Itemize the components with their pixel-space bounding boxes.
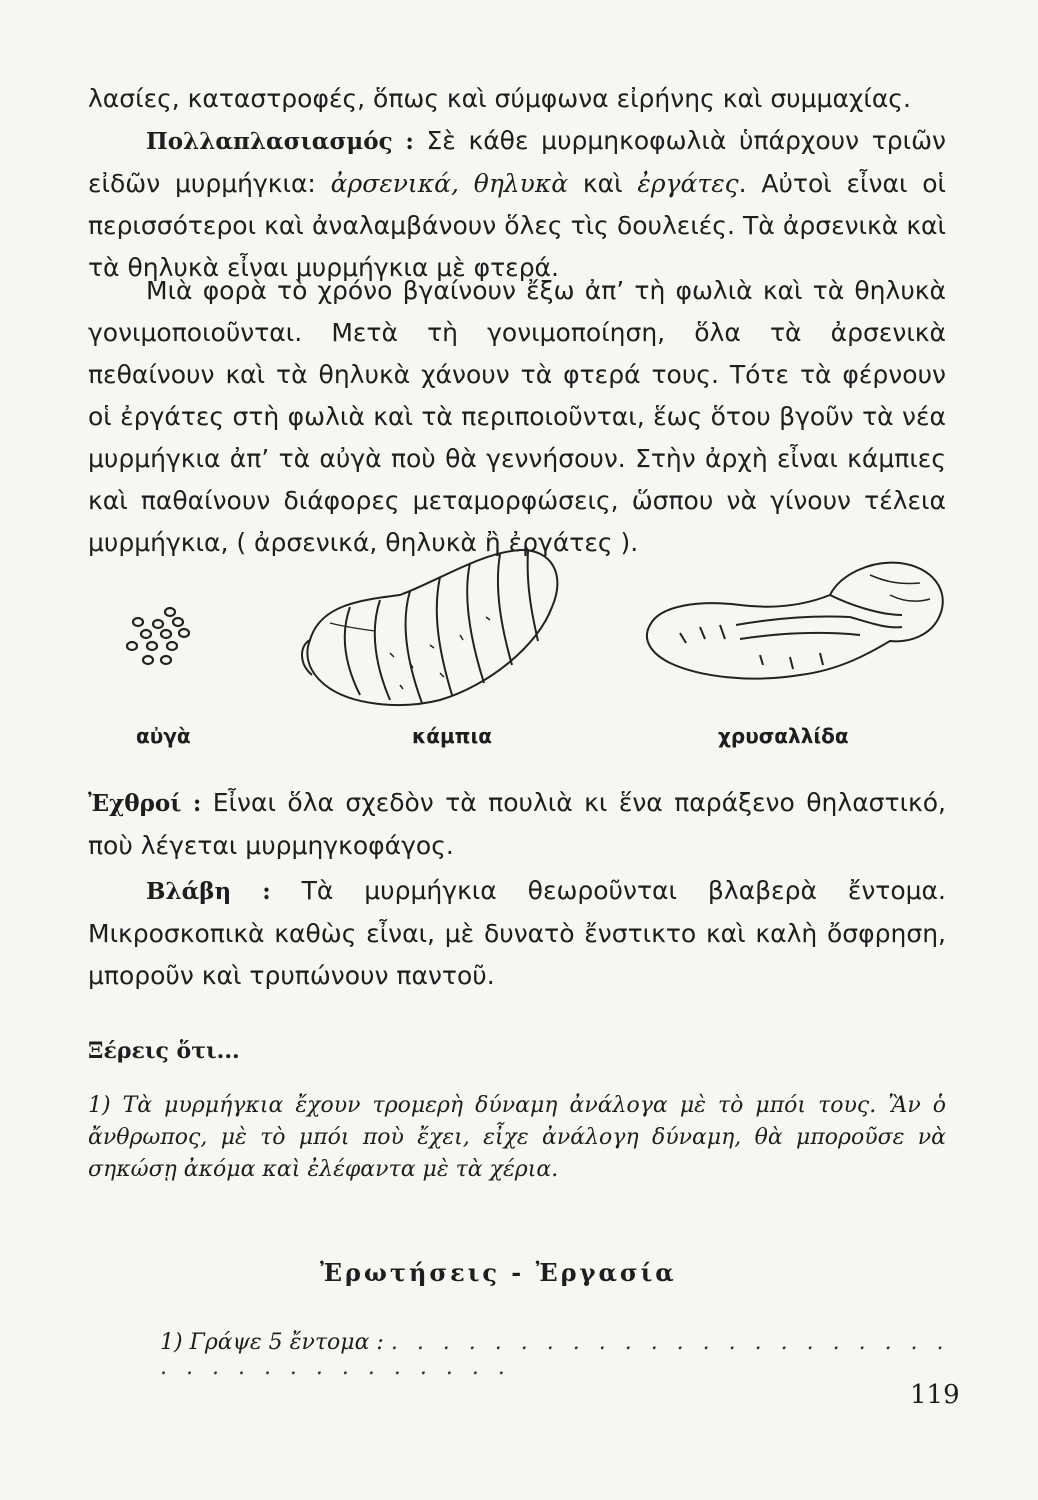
did-you-know-title: Ξέρεις ὅτι...: [88, 1038, 240, 1064]
enemies-label: Ἐχθροί :: [88, 790, 202, 817]
reproduction-italic-sexes: ἀρσενικά, θηλυκὰ: [330, 169, 569, 198]
eggs-illustration: [118, 600, 208, 680]
reproduction-italic-workers: ἐργάτες: [637, 169, 739, 198]
paragraph-enemies: [88, 782, 946, 867]
paragraph-intro-end: λασίες, καταστροφές, ὅπως καὶ σύμφωνα εἰρήνης καὶ συμμαχίας.: [88, 84, 911, 113]
questions-title: Ἐρωτήσεις - Ἐργασία: [320, 1258, 677, 1287]
chrysalis-caption: χρυσαλλίδα: [718, 724, 849, 748]
did-you-know-text: 1) Τὰ μυρμήγκια ἔχουν τρομερὴ δύναμη ἀνάλογα μὲ τὸ μπόι τους. Ἂν ὁ ἄνθρωπος, μὲ τὸ μπόι ποὺ ἔχει, εἶχε ἀνάλογη δύναμη, θὰ μποροῦσε νὰ σηκώσῃ ἀκόμα καὶ ἐλέφαντα μὲ τὰ χέρια.: [88, 1093, 946, 1182]
question-1: [160, 1330, 950, 1380]
question-1-text: 1) Γράψε 5 ἔντομα :: [160, 1330, 384, 1355]
reproduction-text-c: . Αὐτοὶ εἶναι οἱ περισσότεροι καὶ ἀναλαμβάνουν ὅλες τὶς δουλειές. Τὰ ἀρσενικὰ καὶ τὰ θηλυκὰ εἶναι μυρμήγκια μὲ φτερά.: [88, 169, 946, 282]
reproduction-text-b: καὶ: [568, 169, 638, 198]
reproduction-text-a: Σὲ κάθε μυρμηκοφωλιὰ ὑπάρχουν τριῶν εἰδῶν μυρμήγκια:: [88, 126, 946, 198]
eggs-caption: αὐγὰ: [136, 724, 191, 748]
paragraph-harm: [88, 870, 946, 997]
larva-illustration: [290, 545, 570, 715]
harm-label: Βλάβη :: [146, 878, 271, 905]
enemies-text: Εἶναι ὅλα σχεδὸν τὰ πουλιὰ κι ἕνα παράξενο θηλαστικό, ποὺ λέγεται μυρμηγκοφάγος.: [88, 788, 947, 860]
harm-text: Τὰ μυρμήγκια θεωροῦνται βλαβερὰ ἔντομα. Μικροσκοπικὰ καθὼς εἶναι, μὲ δυνατὸ ἔνστικτο καὶ καλὴ ὄσφρηση, μποροῦν καὶ τρυπώνουν παντοῦ.: [88, 876, 946, 990]
answer-dotted-line: . . . . . . . . . . . . . . . . . . . . . . . . . . . . . . . . . . . .: [160, 1330, 950, 1380]
reproduction-label: Πολλαπλασιασμός :: [146, 128, 414, 155]
chrysalis-illustration: [640, 555, 960, 695]
page-number: 119: [910, 1380, 960, 1410]
larva-caption: κάμπια: [412, 724, 493, 748]
paragraph-mating: Μιὰ φορὰ τὸ χρόνο βγαίνουν ἔξω ἀπ’ τὴ φωλιὰ καὶ τὰ θηλυκὰ γονιμοποιοῦνται. Μετὰ τὴ γονιμοποίηση, ὅλα τὰ ἀρσενικὰ πεθαίνουν καὶ τὰ θηλυκὰ χάνουν τὰ φτερά τους. Τότε τὰ φέρνουν οἱ ἐργάτες στὴ φωλιὰ καὶ τὰ περιποιοῦνται, ἕως ὅτου βγοῦν τὰ νέα μυρμήγκια ἀπ’ τὰ αὐγὰ ποὺ θὰ γεννήσουν. Στὴν ἀρχὴ εἶναι κάμπιες καὶ παθαίνουν διάφορες μεταμορφώσεις, ὥσπου νὰ γίνουν τέλεια μυρμήγκια, ( ἀρσενικά, θηλυκὰ ἢ ἐργάτες ).: [88, 276, 946, 557]
paragraph-reproduction: [88, 120, 946, 289]
